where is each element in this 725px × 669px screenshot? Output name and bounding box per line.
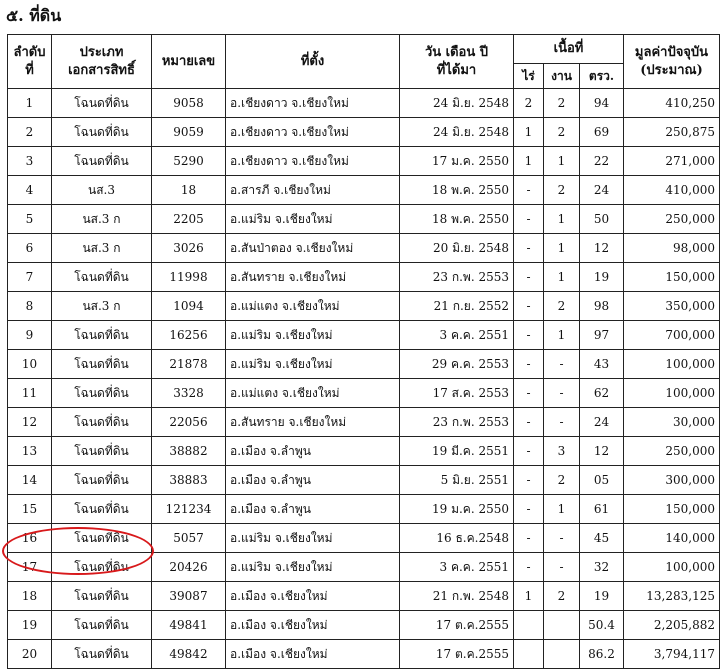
header-date <box>400 35 514 89</box>
cell-sqwa: 50.4 <box>580 611 624 640</box>
cell-value: 140,000 <box>624 524 720 553</box>
cell-no: 3 <box>8 147 52 176</box>
cell-type: โฉนดที่ดิน <box>52 640 152 669</box>
cell-ngan: 2 <box>544 582 580 611</box>
cell-rai: - <box>514 205 544 234</box>
cell-number: 38882 <box>152 437 226 466</box>
cell-rai: 1 <box>514 118 544 147</box>
cell-type: โฉนดที่ดิน <box>52 147 152 176</box>
cell-ngan: 2 <box>544 176 580 205</box>
cell-no: 4 <box>8 176 52 205</box>
cell-rai: 2 <box>514 89 544 118</box>
cell-number: 9058 <box>152 89 226 118</box>
cell-value: 3,794,117 <box>624 640 720 669</box>
cell-rai: - <box>514 553 544 582</box>
cell-date: 17 ส.ค. 2553 <box>400 379 514 408</box>
cell-date: 17 ต.ค.2555 <box>400 611 514 640</box>
cell-sqwa: 61 <box>580 495 624 524</box>
cell-location: อ.เมือง จ.เชียงใหม่ <box>226 611 400 640</box>
cell-rai: 1 <box>514 147 544 176</box>
cell-no: 7 <box>8 263 52 292</box>
cell-no: 6 <box>8 234 52 263</box>
cell-no: 18 <box>8 582 52 611</box>
header-rai: ไร่ <box>514 64 544 89</box>
table-row <box>8 234 720 263</box>
cell-no: 1 <box>8 89 52 118</box>
cell-rai: - <box>514 495 544 524</box>
cell-rai: - <box>514 350 544 379</box>
cell-no: 10 <box>8 350 52 379</box>
cell-location: อ.สันป่าตอง จ.เชียงใหม่ <box>226 234 400 263</box>
cell-type: โฉนดที่ดิน <box>52 118 152 147</box>
cell-date: 18 พ.ค. 2550 <box>400 176 514 205</box>
header-value-line1: มูลค่าปัจจุบัน <box>634 44 709 60</box>
cell-ngan: - <box>544 408 580 437</box>
cell-type: โฉนดที่ดิน <box>52 408 152 437</box>
cell-location: อ.สันทราย จ.เชียงใหม่ <box>226 408 400 437</box>
cell-ngan: 3 <box>544 437 580 466</box>
cell-type: นส.3 ก <box>52 292 152 321</box>
cell-number: 16256 <box>152 321 226 350</box>
cell-value: 30,000 <box>624 408 720 437</box>
header-number: หมายเลข <box>152 35 226 89</box>
cell-sqwa: 45 <box>580 524 624 553</box>
cell-rai: - <box>514 524 544 553</box>
cell-type: โฉนดที่ดิน <box>52 321 152 350</box>
cell-rai: - <box>514 466 544 495</box>
header-type-line2: เอกสารสิทธิ์ <box>68 62 135 78</box>
cell-rai: - <box>514 437 544 466</box>
header-ngan: งาน <box>544 64 580 89</box>
cell-type: โฉนดที่ดิน <box>52 466 152 495</box>
cell-rai: - <box>514 263 544 292</box>
cell-no: 11 <box>8 379 52 408</box>
header-value <box>624 35 720 89</box>
table-row <box>8 147 720 176</box>
table-row <box>8 89 720 118</box>
cell-ngan: 1 <box>544 321 580 350</box>
cell-ngan: 2 <box>544 466 580 495</box>
cell-date: 23 ก.พ. 2553 <box>400 408 514 437</box>
cell-date: 18 พ.ค. 2550 <box>400 205 514 234</box>
cell-number: 1094 <box>152 292 226 321</box>
cell-date: 23 ก.พ. 2553 <box>400 263 514 292</box>
cell-date: 21 ก.ย. 2552 <box>400 292 514 321</box>
table-header <box>8 35 720 89</box>
cell-sqwa: 94 <box>580 89 624 118</box>
cell-ngan: 1 <box>544 234 580 263</box>
cell-date: 17 ม.ค. 2550 <box>400 147 514 176</box>
cell-type: โฉนดที่ดิน <box>52 89 152 118</box>
cell-type: โฉนดที่ดิน <box>52 263 152 292</box>
cell-ngan <box>544 640 580 669</box>
header-type-line1: ประเภท <box>79 44 124 60</box>
header-date-line2: ที่ได้มา <box>436 62 477 78</box>
cell-sqwa: 24 <box>580 408 624 437</box>
table-row <box>8 263 720 292</box>
cell-rai: 1 <box>514 582 544 611</box>
cell-sqwa: 05 <box>580 466 624 495</box>
cell-sqwa: 43 <box>580 350 624 379</box>
cell-type: นส.3 ก <box>52 205 152 234</box>
cell-value: 150,000 <box>624 263 720 292</box>
cell-number: 9059 <box>152 118 226 147</box>
cell-number: 22056 <box>152 408 226 437</box>
cell-rai <box>514 640 544 669</box>
cell-number: 3026 <box>152 234 226 263</box>
cell-location: อ.เมือง จ.เชียงใหม่ <box>226 582 400 611</box>
cell-value: 150,000 <box>624 495 720 524</box>
cell-location: อ.แม่ริม จ.เชียงใหม่ <box>226 205 400 234</box>
cell-type: โฉนดที่ดิน <box>52 495 152 524</box>
cell-rai: - <box>514 379 544 408</box>
cell-ngan: 2 <box>544 89 580 118</box>
cell-location: อ.แม่ริม จ.เชียงใหม่ <box>226 350 400 379</box>
table-row <box>8 292 720 321</box>
header-no <box>8 35 52 89</box>
header-no-line2: ที่ <box>25 62 34 78</box>
cell-location: อ.เมือง จ.ลำพูน <box>226 437 400 466</box>
cell-location: อ.แม่ริม จ.เชียงใหม่ <box>226 524 400 553</box>
table-row <box>8 408 720 437</box>
cell-rai: - <box>514 176 544 205</box>
table-row <box>8 321 720 350</box>
cell-date: 3 ค.ค. 2551 <box>400 321 514 350</box>
cell-number: 5057 <box>152 524 226 553</box>
cell-no: 19 <box>8 611 52 640</box>
table-row <box>8 379 720 408</box>
cell-location: อ.แม่ริม จ.เชียงใหม่ <box>226 321 400 350</box>
table-row <box>8 640 720 669</box>
cell-location: อ.สันทราย จ.เชียงใหม่ <box>226 263 400 292</box>
cell-rai: - <box>514 408 544 437</box>
section-title: ๕. ที่ดิน <box>6 6 62 25</box>
cell-value: 13,283,125 <box>624 582 720 611</box>
cell-type: โฉนดที่ดิน <box>52 553 152 582</box>
table-row <box>8 466 720 495</box>
table-row <box>8 205 720 234</box>
cell-number: 49841 <box>152 611 226 640</box>
header-value-line2: (ประมาณ) <box>640 62 703 78</box>
cell-sqwa: 62 <box>580 379 624 408</box>
cell-location: อ.แม่แตง จ.เชียงใหม่ <box>226 292 400 321</box>
cell-sqwa: 98 <box>580 292 624 321</box>
table-row <box>8 582 720 611</box>
land-table <box>7 34 720 669</box>
table-row <box>8 553 720 582</box>
table-row <box>8 437 720 466</box>
cell-type: โฉนดที่ดิน <box>52 379 152 408</box>
header-no-line1: ลำดับ <box>13 44 46 60</box>
cell-location: อ.เมือง จ.เชียงใหม่ <box>226 640 400 669</box>
cell-location: อ.เมือง จ.ลำพูน <box>226 495 400 524</box>
cell-no: 2 <box>8 118 52 147</box>
cell-type: นส.3 <box>52 176 152 205</box>
cell-date: 17 ต.ค.2555 <box>400 640 514 669</box>
cell-value: 2,205,882 <box>624 611 720 640</box>
cell-type: โฉนดที่ดิน <box>52 437 152 466</box>
cell-no: 12 <box>8 408 52 437</box>
cell-date: 29 ค.ค. 2553 <box>400 350 514 379</box>
cell-number: 121234 <box>152 495 226 524</box>
cell-number: 3328 <box>152 379 226 408</box>
cell-value: 100,000 <box>624 350 720 379</box>
header-sqwa: ตรว. <box>580 64 624 89</box>
cell-sqwa: 50 <box>580 205 624 234</box>
cell-no: 20 <box>8 640 52 669</box>
cell-location: อ.เมือง จ.ลำพูน <box>226 466 400 495</box>
table-row <box>8 350 720 379</box>
cell-ngan: 1 <box>544 205 580 234</box>
cell-location: อ.เชียงดาว จ.เชียงใหม่ <box>226 147 400 176</box>
cell-ngan: 1 <box>544 263 580 292</box>
cell-no: 15 <box>8 495 52 524</box>
cell-sqwa: 12 <box>580 234 624 263</box>
cell-location: อ.เชียงดาว จ.เชียงใหม่ <box>226 118 400 147</box>
cell-date: 24 มิ.ย. 2548 <box>400 89 514 118</box>
cell-type: โฉนดที่ดิน <box>52 582 152 611</box>
cell-sqwa: 19 <box>580 582 624 611</box>
cell-no: 14 <box>8 466 52 495</box>
cell-rai: - <box>514 234 544 263</box>
header-date-line1: วัน เดือน ปี <box>424 44 489 60</box>
cell-number: 11998 <box>152 263 226 292</box>
cell-no: 9 <box>8 321 52 350</box>
cell-number: 20426 <box>152 553 226 582</box>
cell-value: 250,000 <box>624 437 720 466</box>
cell-date: 5 มิ.ย. 2551 <box>400 466 514 495</box>
cell-rai: - <box>514 292 544 321</box>
cell-value: 300,000 <box>624 466 720 495</box>
cell-ngan: - <box>544 524 580 553</box>
cell-ngan: - <box>544 350 580 379</box>
cell-location: อ.แม่ริม จ.เชียงใหม่ <box>226 553 400 582</box>
cell-ngan: - <box>544 379 580 408</box>
cell-number: 5290 <box>152 147 226 176</box>
cell-date: 19 มี.ค. 2551 <box>400 437 514 466</box>
cell-sqwa: 69 <box>580 118 624 147</box>
cell-type: โฉนดที่ดิน <box>52 350 152 379</box>
header-type <box>52 35 152 89</box>
cell-number: 18 <box>152 176 226 205</box>
cell-type: นส.3 ก <box>52 234 152 263</box>
cell-date: 24 มิ.ย. 2548 <box>400 118 514 147</box>
cell-number: 38883 <box>152 466 226 495</box>
cell-date: 20 มิ.ย. 2548 <box>400 234 514 263</box>
cell-ngan: 1 <box>544 495 580 524</box>
table-body <box>8 89 720 669</box>
cell-ngan: 2 <box>544 118 580 147</box>
cell-value: 100,000 <box>624 553 720 582</box>
cell-number: 49842 <box>152 640 226 669</box>
cell-no: 17 <box>8 553 52 582</box>
cell-sqwa: 12 <box>580 437 624 466</box>
cell-no: 13 <box>8 437 52 466</box>
cell-sqwa: 32 <box>580 553 624 582</box>
cell-value: 410,000 <box>624 176 720 205</box>
cell-value: 410,250 <box>624 89 720 118</box>
cell-ngan: 2 <box>544 292 580 321</box>
cell-value: 350,000 <box>624 292 720 321</box>
cell-value: 250,000 <box>624 205 720 234</box>
table-row <box>8 524 720 553</box>
cell-ngan: - <box>544 553 580 582</box>
cell-location: อ.เชียงดาว จ.เชียงใหม่ <box>226 89 400 118</box>
cell-date: 16 ธ.ค.2548 <box>400 524 514 553</box>
cell-rai: - <box>514 321 544 350</box>
cell-no: 16 <box>8 524 52 553</box>
cell-value: 700,000 <box>624 321 720 350</box>
cell-no: 5 <box>8 205 52 234</box>
table-row <box>8 495 720 524</box>
cell-type: โฉนดที่ดิน <box>52 611 152 640</box>
cell-sqwa: 19 <box>580 263 624 292</box>
cell-value: 100,000 <box>624 379 720 408</box>
cell-value: 98,000 <box>624 234 720 263</box>
cell-number: 21878 <box>152 350 226 379</box>
cell-location: อ.แม่แตง จ.เชียงใหม่ <box>226 379 400 408</box>
cell-sqwa: 24 <box>580 176 624 205</box>
cell-location: อ.สารภี จ.เชียงใหม่ <box>226 176 400 205</box>
cell-no: 8 <box>8 292 52 321</box>
cell-sqwa: 86.2 <box>580 640 624 669</box>
cell-value: 250,875 <box>624 118 720 147</box>
table-row <box>8 118 720 147</box>
cell-date: 21 ก.พ. 2548 <box>400 582 514 611</box>
cell-number: 2205 <box>152 205 226 234</box>
cell-date: 19 ม.ค. 2550 <box>400 495 514 524</box>
cell-sqwa: 97 <box>580 321 624 350</box>
cell-sqwa: 22 <box>580 147 624 176</box>
header-area: เนื้อที่ <box>514 35 624 64</box>
cell-type: โฉนดที่ดิน <box>52 524 152 553</box>
cell-value: 271,000 <box>624 147 720 176</box>
table-row <box>8 176 720 205</box>
cell-number: 39087 <box>152 582 226 611</box>
cell-ngan: 1 <box>544 147 580 176</box>
header-location: ที่ตั้ง <box>226 35 400 89</box>
cell-date: 3 ค.ค. 2551 <box>400 553 514 582</box>
